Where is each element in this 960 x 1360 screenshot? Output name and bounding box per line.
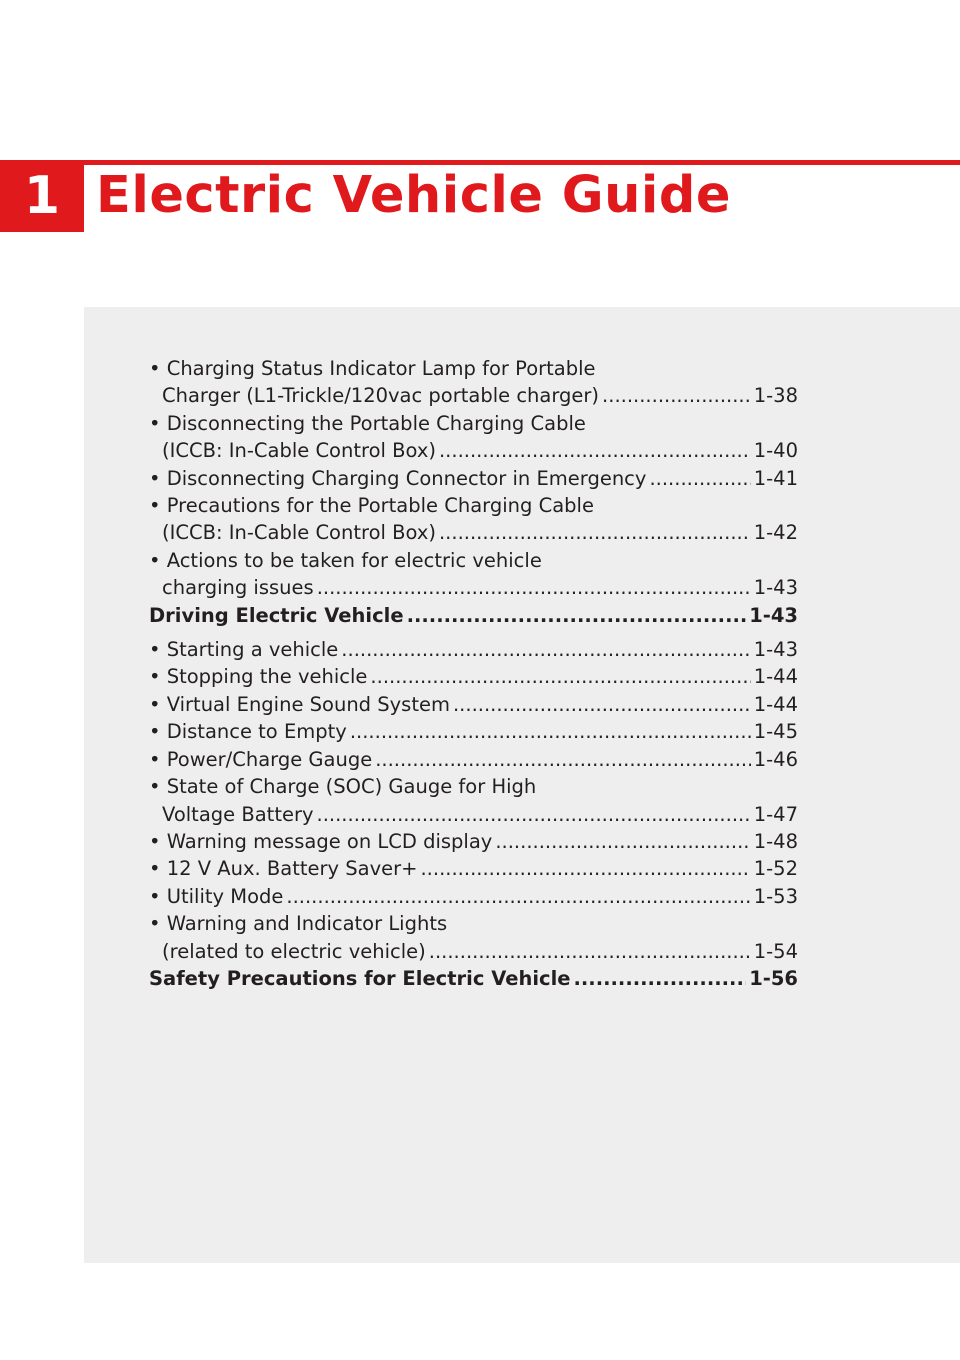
toc-entry-title: • 12 V Aux. Battery Saver+ (149, 857, 418, 881)
toc-leader-dots (453, 691, 751, 718)
toc-entry-title: • Power/Charge Gauge (149, 747, 373, 771)
chapter-number: 1 (0, 160, 84, 232)
toc-entry-title: • State of Charge (SOC) Gauge for High (149, 775, 537, 799)
toc-panel (84, 307, 960, 1263)
toc-page-number: 1-46 (753, 747, 798, 771)
toc-page-number: 1-45 (753, 720, 798, 744)
toc-entry[interactable] (149, 718, 798, 745)
toc-page-number: 1-43 (753, 576, 798, 600)
toc-leader-dots (429, 938, 751, 965)
chapter-rule (0, 160, 960, 165)
toc-leader-dots (495, 828, 750, 855)
toc-entry[interactable] (149, 492, 798, 547)
toc-page-number: 1-41 (753, 466, 798, 490)
toc-entry[interactable] (149, 691, 798, 718)
toc-page-number: 1-52 (753, 857, 798, 881)
toc-section-heading[interactable] (149, 965, 798, 992)
toc-page-number: 1-38 (753, 384, 798, 408)
toc-entry-title: • Utility Mode (149, 884, 284, 908)
toc-page-number: 1-44 (753, 665, 798, 689)
toc-page-number: 1-56 (749, 966, 798, 990)
toc-entry-title-continued: (related to electric vehicle) (162, 939, 426, 963)
toc-leader-dots (439, 437, 751, 464)
toc-entry-title-continued: Charger (L1-Trickle/120vac portable charger) (162, 384, 600, 408)
toc-entry-title: • Warning message on LCD display (149, 829, 493, 853)
toc-page-number: 1-43 (753, 638, 798, 662)
toc-entry-title: • Disconnecting Charging Connector in Emergency (149, 466, 647, 490)
toc-leader-dots (286, 883, 750, 910)
toc-leader-dots (375, 746, 751, 773)
toc-entry[interactable] (149, 465, 798, 492)
toc-entry[interactable] (149, 883, 798, 910)
toc-entry[interactable] (149, 547, 798, 602)
toc-page-number: 1-54 (753, 939, 798, 963)
toc-entry-title: • Virtual Engine Sound System (149, 692, 450, 716)
toc-section-title: Driving Electric Vehicle (149, 603, 404, 627)
toc-leader-dots (370, 663, 750, 690)
toc-page-number: 1-47 (753, 802, 798, 826)
toc-entry-title: • Distance to Empty (149, 720, 347, 744)
toc-entry[interactable] (149, 355, 798, 410)
table-of-contents (149, 355, 798, 992)
toc-leader-dots (317, 801, 751, 828)
toc-page-number: 1-42 (753, 521, 798, 545)
toc-page-number: 1-53 (753, 884, 798, 908)
toc-entry-title: • Disconnecting the Portable Charging Cable (149, 411, 586, 435)
toc-page-number: 1-40 (753, 439, 798, 463)
toc-entry[interactable] (149, 663, 798, 690)
toc-entry-title: • Warning and Indicator Lights (149, 912, 448, 936)
toc-entry[interactable] (149, 828, 798, 855)
toc-page-number: 1-44 (753, 692, 798, 716)
toc-leader-dots (350, 718, 751, 745)
toc-section-heading[interactable] (149, 602, 798, 629)
toc-leader-dots (341, 636, 750, 663)
toc-leader-dots (573, 965, 746, 992)
toc-leader-dots (439, 519, 751, 546)
toc-entry[interactable] (149, 910, 798, 965)
toc-entry-title: • Stopping the vehicle (149, 665, 368, 689)
toc-entry-title-continued: Voltage Battery (162, 802, 314, 826)
toc-entry-title: • Starting a vehicle (149, 638, 339, 662)
toc-leader-dots (420, 855, 750, 882)
toc-section-title: Safety Precautions for Electric Vehicle (149, 966, 571, 990)
toc-leader-dots (317, 574, 751, 601)
toc-entry-title-continued: charging issues (162, 576, 314, 600)
toc-entry-title-continued: (ICCB: In-Cable Control Box) (162, 521, 436, 545)
toc-leader-dots (602, 382, 751, 409)
toc-entry[interactable] (149, 410, 798, 465)
toc-entry-title: • Precautions for the Portable Charging Cable (149, 494, 594, 518)
toc-entry[interactable] (149, 636, 798, 663)
toc-entry[interactable] (149, 746, 798, 773)
toc-entry[interactable] (149, 773, 798, 828)
toc-page-number: 1-48 (753, 829, 798, 853)
toc-entry-title: • Actions to be taken for electric vehicle (149, 548, 542, 572)
toc-entry[interactable] (149, 855, 798, 882)
chapter-header (0, 160, 960, 232)
toc-entry-title: • Charging Status Indicator Lamp for Portable (149, 357, 596, 380)
toc-leader-dots (407, 602, 747, 629)
toc-leader-dots (649, 465, 750, 492)
toc-page-number: 1-43 (749, 603, 798, 627)
chapter-title: Electric Vehicle Guide (96, 166, 732, 225)
toc-entry-title-continued: (ICCB: In-Cable Control Box) (162, 439, 436, 463)
